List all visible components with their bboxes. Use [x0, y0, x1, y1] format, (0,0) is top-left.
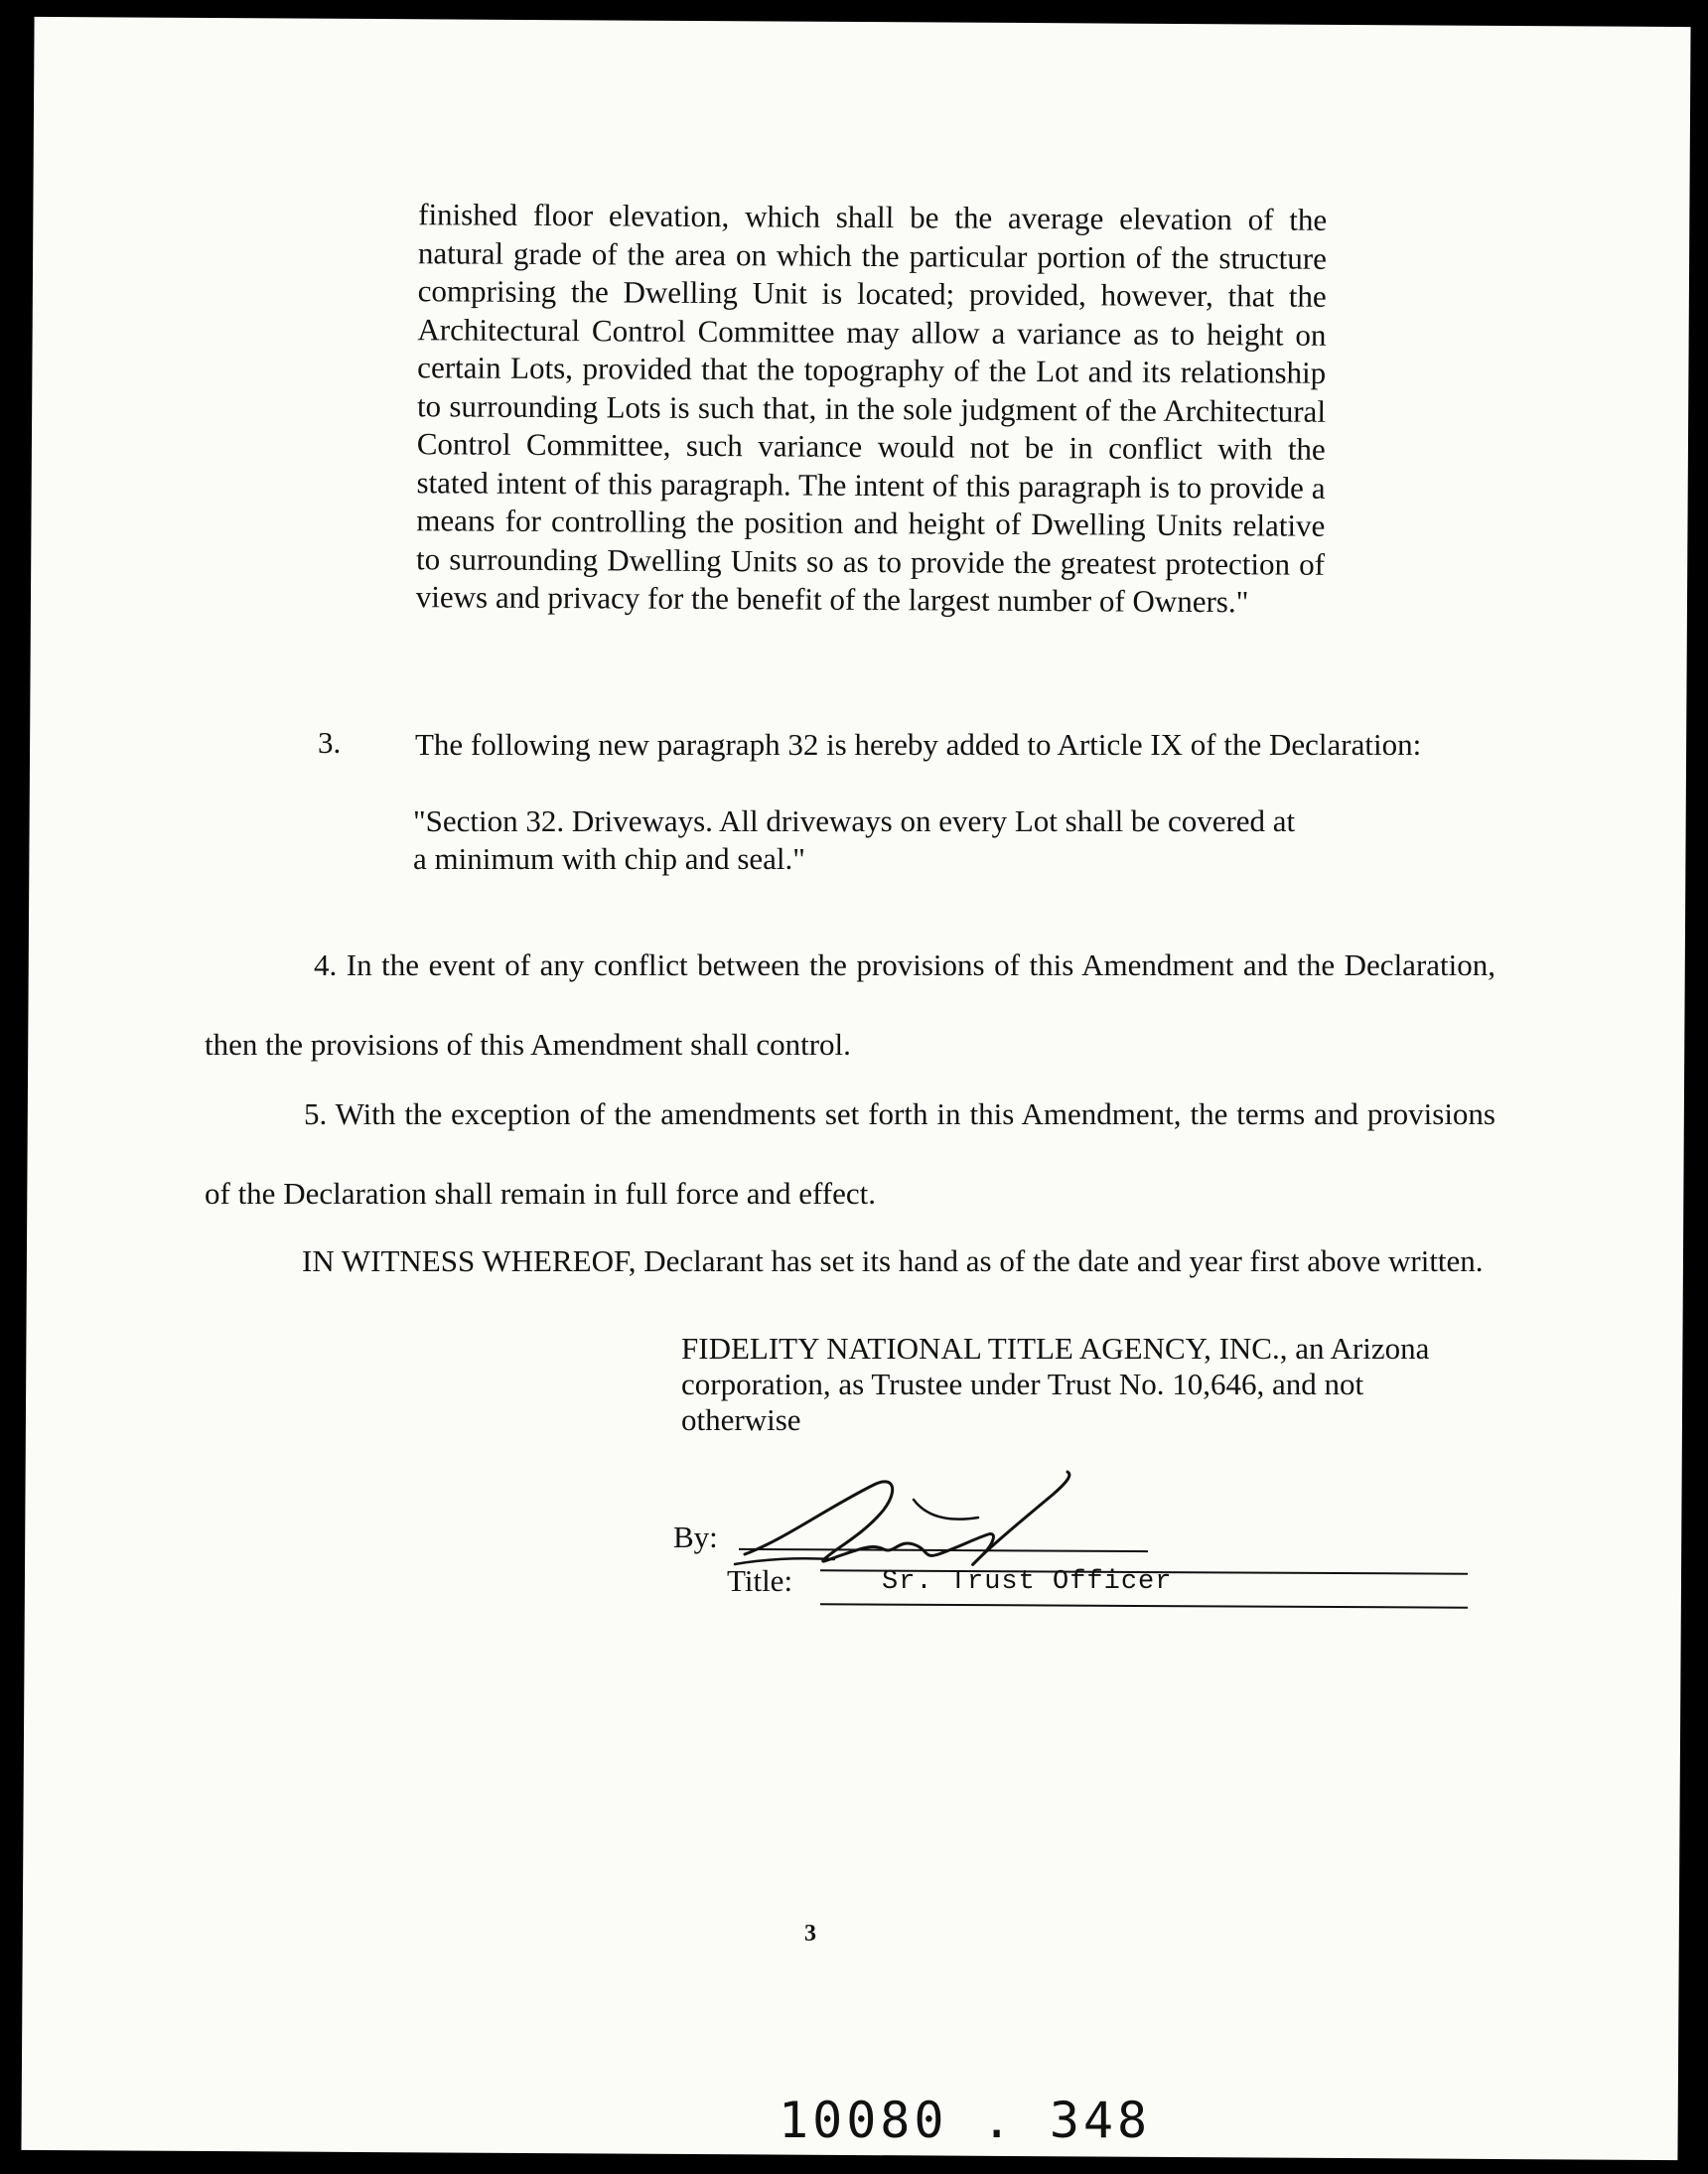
item-5-paragraph: 5. With the exception of the amendments set forth in this Amendment, the terms and provisions of the Declaration shall remain in full force and effect. [205, 1096, 1495, 1211]
quoted-paragraph-continuation: finished floor elevation, which shall be the average elevation of the natural grade of the area on which the particular portion of the structure comprising the Dwelling Unit is located; provided, however, that the Architectural Control Committee may allow a variance as to height on certain Lots, provided that the topography of the Lot and its relationship to surrounding Lots is such that, in the sole judgment of the Architectural Control Committee, such variance would not be in conflict with the stated intent of this paragraph. The intent of this paragraph is to provide a means for controlling the position and height of Dwelling Units relative to surrounding Dwelling Units so as to provide the greatest protection of views and privacy for the benefit of the largest number of Owners." [415, 197, 1328, 620]
section-32-quote: "Section 32. Driveways. All driveways on every Lot shall be covered at a minimum with chip and seal." [413, 803, 1296, 876]
item-3-text: The following new paragraph 32 is hereby added to Article IX of the Declaration: [415, 727, 1422, 762]
witness-paragraph: IN WITNESS WHEREOF, Declarant has set its hand as of the date and year first above written. [302, 1243, 1484, 1278]
handwritten-signature [725, 1460, 1102, 1589]
by-label: By: [673, 1520, 718, 1554]
title-label: Title: [727, 1563, 793, 1598]
title-line-bottom [820, 1603, 1468, 1608]
document-number: 10080 . 348 [779, 2092, 1152, 2149]
title-value: Sr. Trust Officer [882, 1567, 1173, 1597]
item-3-number: 3. [318, 725, 342, 760]
signatory-entity: FIDELITY NATIONAL TITLE AGENCY, INC., an Arizona corporation, as Trustee under Trust No. 10,646, and not otherwise [681, 1331, 1430, 1437]
item-4-paragraph: 4. In the event of any conflict between the provisions of this Amendment and the Declaration, then the provisions of this Amendment shall control. [205, 947, 1495, 1062]
page-number: 3 [804, 1921, 816, 1947]
